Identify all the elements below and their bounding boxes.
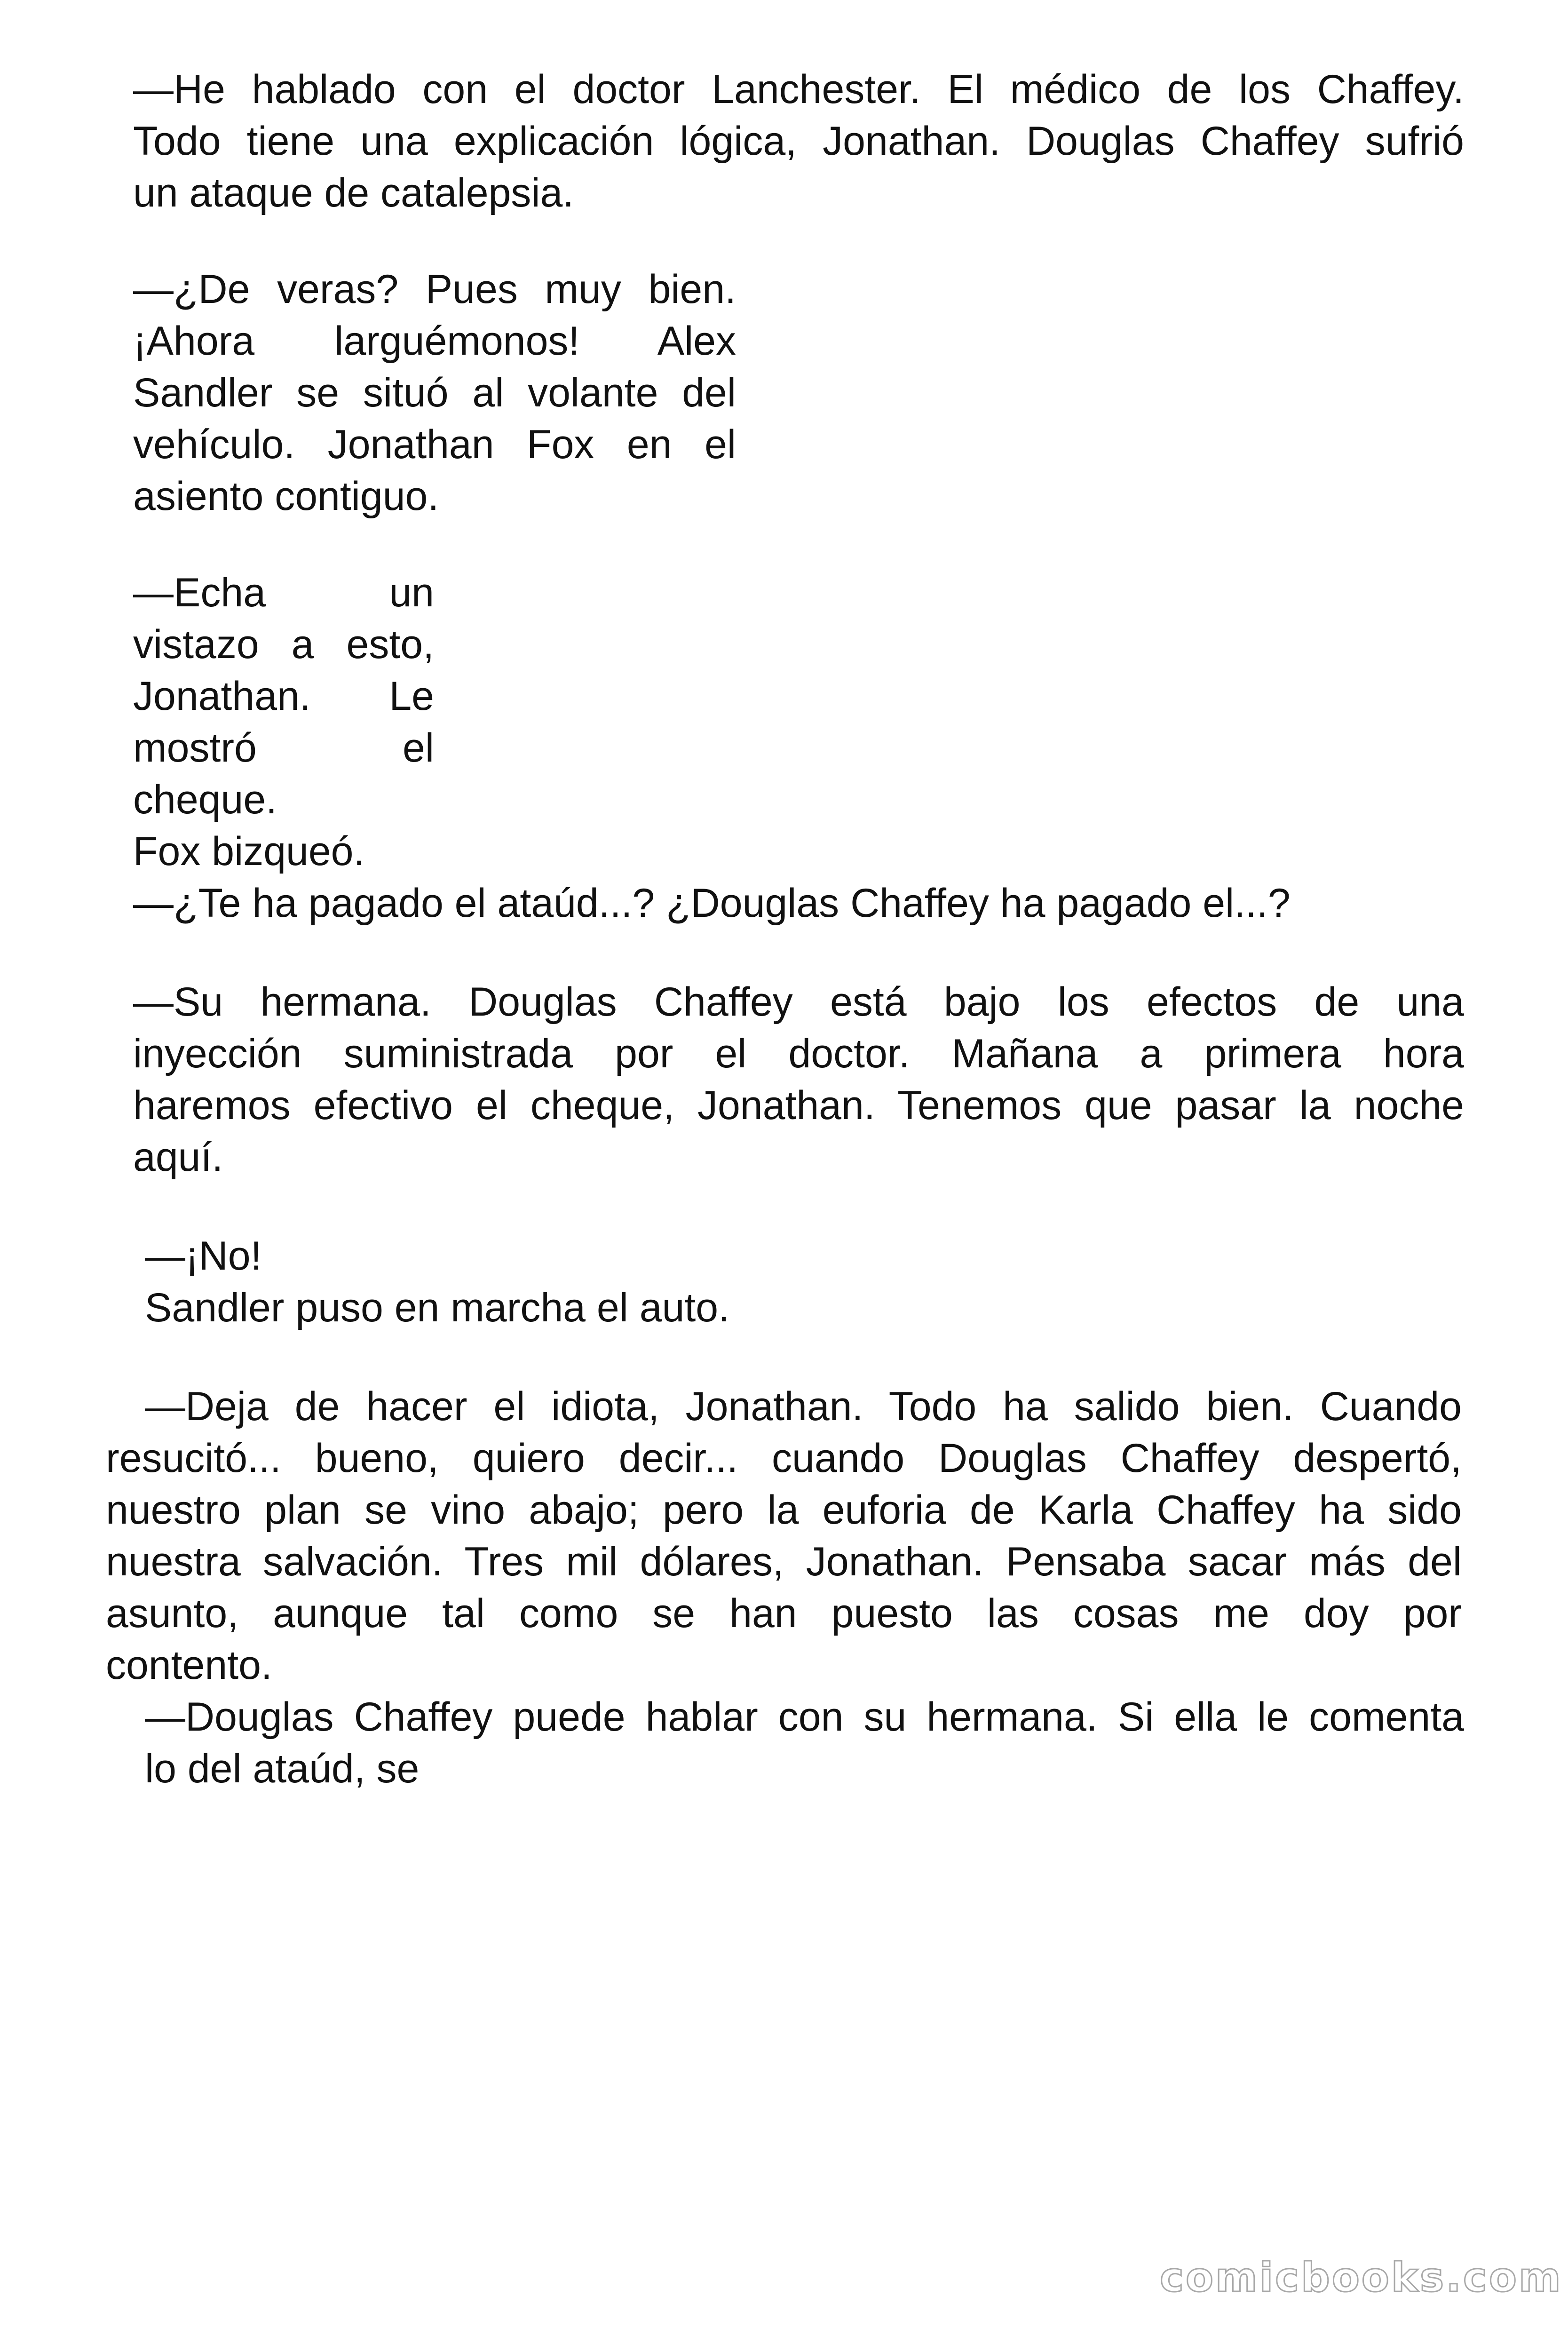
- text-line: aquí.: [133, 1135, 223, 1180]
- text-line: —¿Te ha pagado el ataúd...? ¿Douglas Chaffey ha pagado el...?: [133, 881, 1291, 926]
- text-line: nuestra salvación. Tres mil dólares, Jonathan. Pensaba sacar más del: [106, 1539, 1462, 1584]
- text-line: inyección suministrada por el doctor. Mañana a primera hora: [133, 1031, 1464, 1076]
- text-line: —He hablado con el doctor Lanchester. El médico de los Chaffey.: [133, 67, 1464, 112]
- text-line: cheque.: [133, 777, 277, 822]
- text-line: vehículo. Jonathan Fox en el: [133, 422, 736, 467]
- text-line: Sandler puso en marcha el auto.: [145, 1285, 730, 1330]
- text-line: Sandler se situó al volante del: [133, 370, 736, 415]
- text-line: Jonathan. Le: [133, 674, 434, 719]
- text-line: Fox bizqueó.: [133, 829, 365, 874]
- text-line: vistazo a esto,: [133, 622, 434, 667]
- text-line: contento.: [106, 1643, 272, 1688]
- text-line: un ataque de catalepsia.: [133, 170, 574, 215]
- text-line: —Deja de hacer el idiota, Jonathan. Todo ha salido bien. Cuando: [145, 1384, 1462, 1429]
- text-line: nuestro plan se vino abajo; pero la euforia de Karla Chaffey ha sido: [106, 1487, 1462, 1533]
- text-line: resucitó... bueno, quiero decir... cuando Douglas Chaffey despertó,: [106, 1436, 1462, 1481]
- text-line: ¡Ahora larguémonos! Alex: [133, 318, 736, 364]
- text-line: Todo tiene una explicación lógica, Jonathan. Douglas Chaffey sufrió: [133, 119, 1464, 164]
- text-line: —Echa un: [133, 570, 434, 615]
- text-line: mostró el: [133, 725, 434, 771]
- text-line: lo del ataúd, se: [145, 1746, 420, 1791]
- text-line: —¿De veras? Pues muy bien.: [133, 267, 736, 312]
- text-line: asunto, aunque tal como se han puesto las cosas me doy por: [106, 1591, 1462, 1636]
- text-line: —¡No!: [145, 1233, 262, 1279]
- text-line: haremos efectivo el cheque, Jonathan. Tenemos que pasar la noche: [133, 1083, 1464, 1128]
- text-line: —Su hermana. Douglas Chaffey está bajo los efectos de una: [133, 979, 1464, 1025]
- text-line: asiento contiguo.: [133, 474, 439, 519]
- watermark-logo: comicbooks.com: [1160, 2254, 1563, 2301]
- text-line: —Douglas Chaffey puede hablar con su hermana. Si ella le comenta: [145, 1694, 1464, 1740]
